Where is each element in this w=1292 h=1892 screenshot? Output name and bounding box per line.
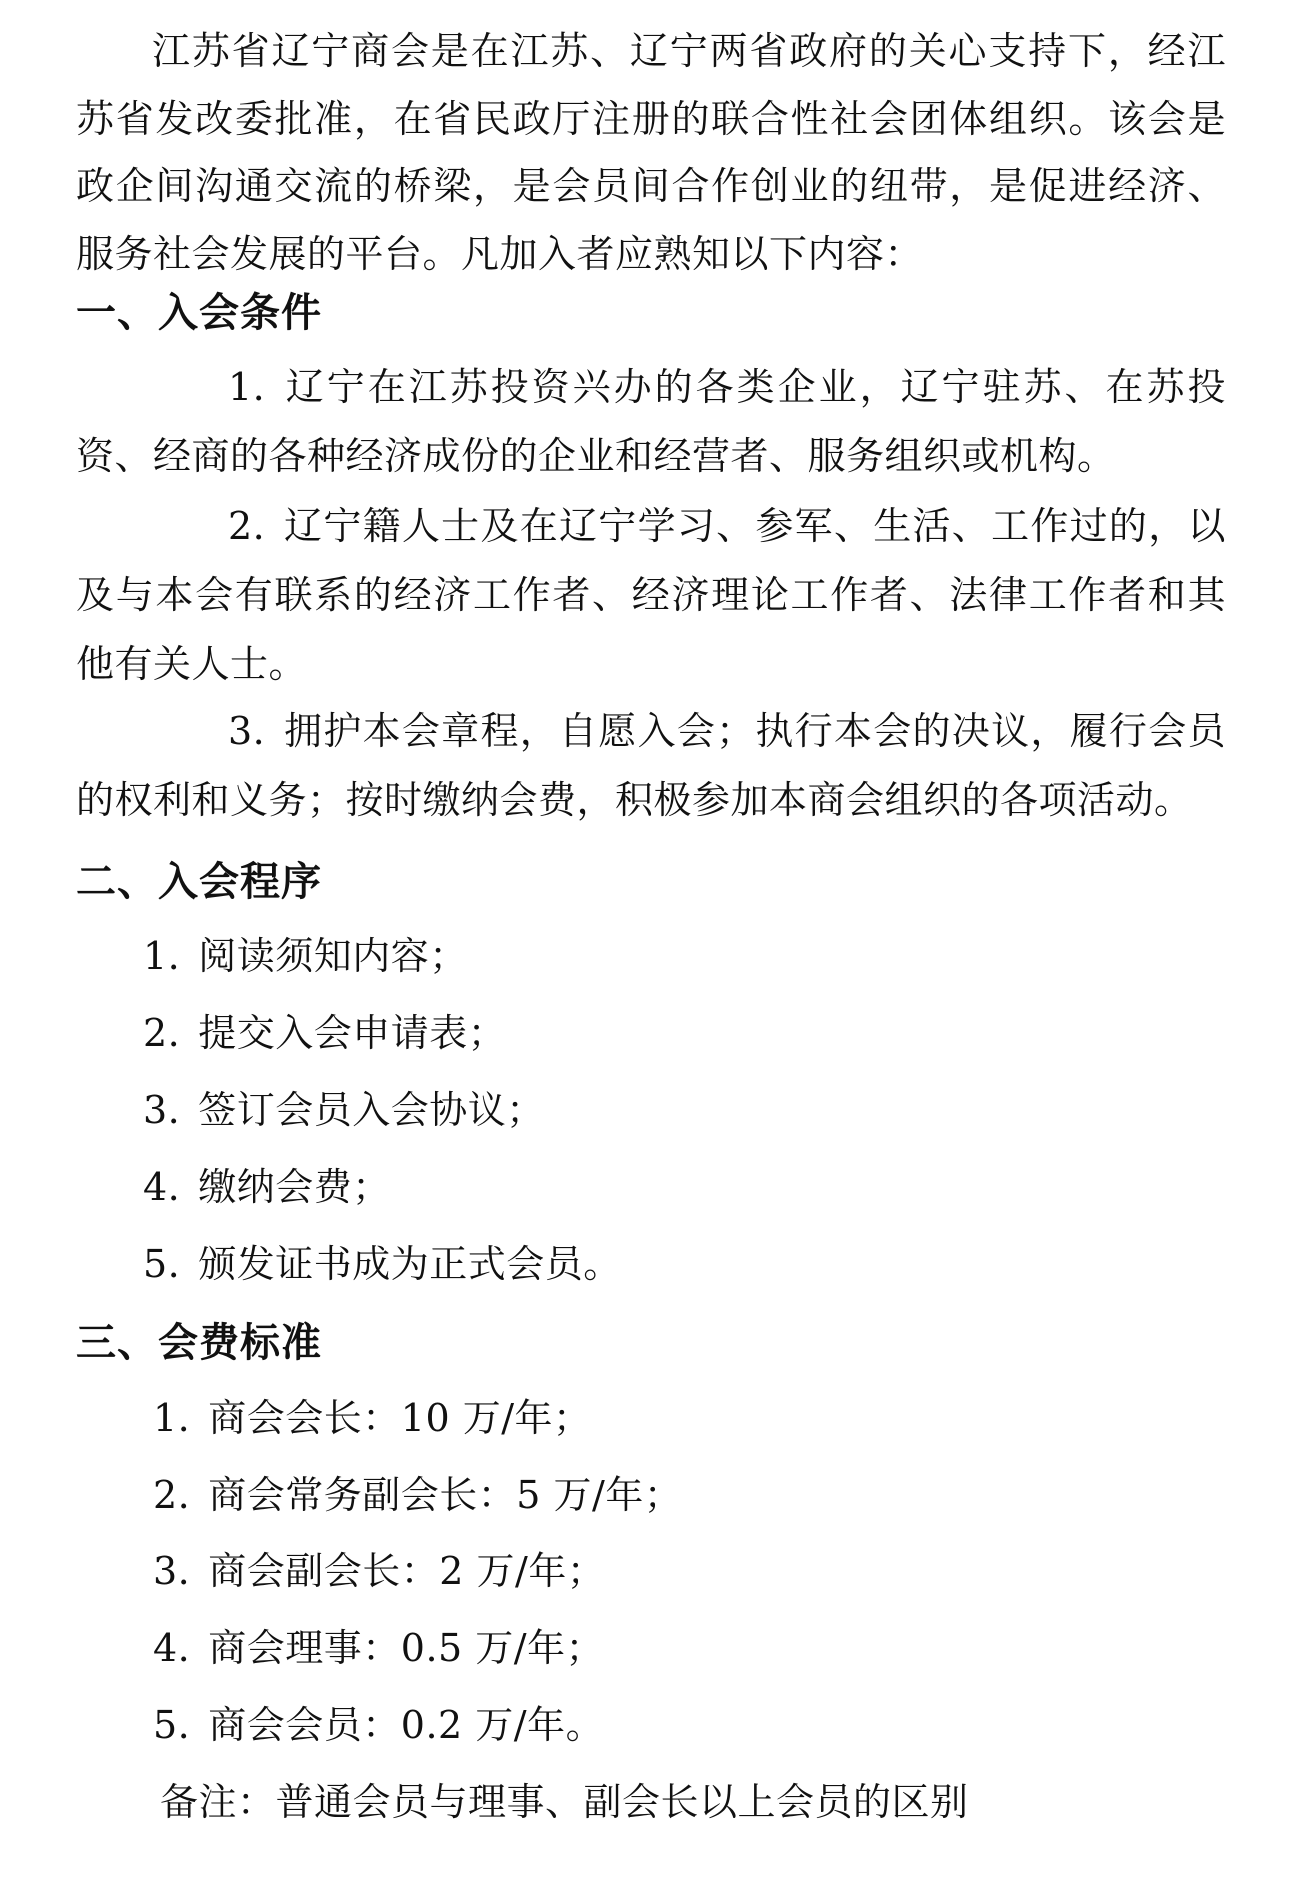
procedure-item: [143, 1157, 391, 1217]
condition-item: [76, 492, 1226, 699]
condition-number: 2.: [228, 504, 266, 548]
condition-number: 3.: [228, 709, 266, 753]
intro-paragraph: 江苏省辽宁商会是在江苏、辽宁两省政府的关心支持下，经江苏省发改委批准，在省民政厅注册的联合性社会团体组织。该会是政企间沟通交流的桥梁，是会员间合作创业的纽带，是促进经济、服务社会发展的平台。凡加入者应熟知以下内容：: [76, 29, 1226, 276]
procedure-text: 缴纳会费；: [198, 1165, 391, 1209]
procedure-item: [143, 1234, 622, 1294]
procedure-text: 提交入会申请表；: [198, 1011, 507, 1055]
procedure-item: [143, 926, 468, 986]
procedure-item: [143, 1080, 545, 1140]
fee-text: 商会常务副会长：5 万/年；: [208, 1473, 683, 1517]
procedure-text: 签订会员入会协议；: [198, 1088, 545, 1132]
condition-item: [76, 697, 1226, 835]
procedure-number: 2.: [143, 1011, 181, 1055]
condition-number: 1.: [228, 365, 266, 409]
procedure-text: 颁发证书成为正式会员。: [198, 1242, 622, 1286]
fee-item: [153, 1388, 592, 1448]
procedure-number: 4.: [143, 1165, 181, 1209]
heading-membership-conditions: 一、入会条件: [76, 290, 322, 336]
condition-text: 辽宁在江苏投资兴办的各类企业，辽宁驻苏、在苏投资、经商的各种经济成份的企业和经营者、服务组织或机构。: [76, 365, 1226, 478]
fee-item: [153, 1618, 604, 1678]
condition-item: [76, 353, 1226, 491]
fee-text: 商会会长：10 万/年；: [208, 1396, 592, 1440]
fee-text: 商会副会长：2 万/年；: [208, 1549, 606, 1593]
fee-number: 1.: [153, 1396, 191, 1440]
fee-text: 商会会员：0.2 万/年。: [208, 1703, 605, 1747]
fee-number: 3.: [153, 1549, 191, 1593]
fee-number: 5.: [153, 1703, 191, 1747]
heading-fee-standard: 三、会费标准: [76, 1320, 322, 1366]
fee-item: [153, 1541, 605, 1601]
procedure-number: 1.: [143, 934, 181, 978]
heading-membership-procedure: 二、入会程序: [76, 859, 322, 905]
fee-number: 4.: [153, 1626, 191, 1670]
procedure-number: 3.: [143, 1088, 181, 1132]
fee-item: [153, 1465, 682, 1525]
condition-text: 拥护本会章程，自愿入会；执行本会的决议，履行会员的权利和义务；按时缴纳会费，积极参加本商会组织的各项活动。: [76, 709, 1226, 822]
fee-item: [153, 1695, 604, 1755]
fee-number: 2.: [153, 1473, 191, 1517]
note-text: 备注：普通会员与理事、副会长以上会员的区别: [160, 1780, 969, 1824]
procedure-text: 阅读须知内容；: [198, 934, 468, 978]
procedure-item: [143, 1003, 506, 1063]
procedure-number: 5.: [143, 1242, 181, 1286]
fee-text: 商会理事：0.5 万/年；: [208, 1626, 605, 1670]
condition-text: 辽宁籍人士及在辽宁学习、参军、生活、工作过的，以及与本会有联系的经济工作者、经济理论工作者、法律工作者和其他有关人士。: [76, 504, 1226, 686]
